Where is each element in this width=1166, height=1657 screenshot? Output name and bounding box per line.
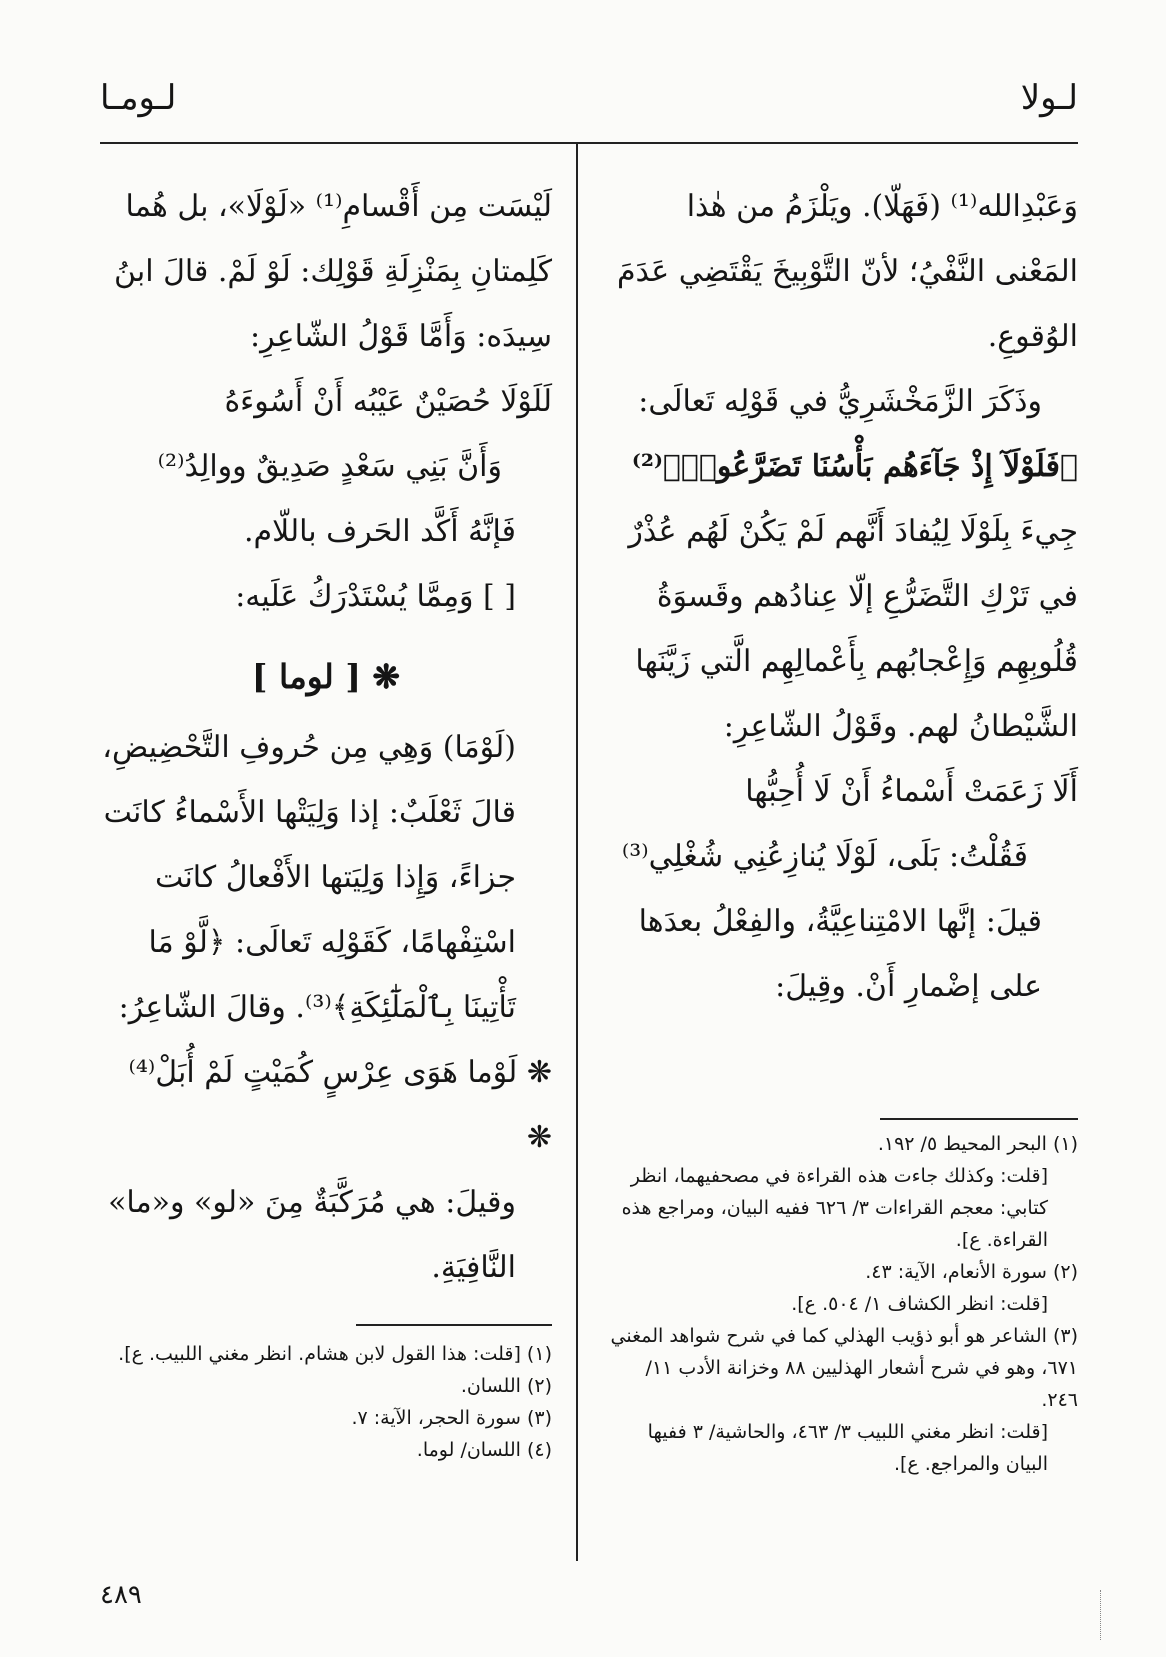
verse-line-1: أَلَا زَعَمَتْ أَسْماءُ أَنْ لَا أُحِبُّها: [745, 774, 1078, 809]
verse-single: ❋ لَوْما هَوَى عِرْسٍ كُمَيْتٍ لَمْ أُبَلْ⁽⁴⁾ ❋: [128, 1055, 552, 1155]
scan-edge-mark: [1100, 1590, 1111, 1640]
footnote-rule-right: [880, 1118, 1078, 1120]
footnote: [قلت: وكذلك جاءت هذه القراءة في مصحفيهما، انظر كتابي: معجم القراءات ٣/ ٦٢٦ ففيه البيان، ومراجع هذه القراءة. ع].: [621, 1165, 1048, 1251]
footnote: (٤) اللسان/ لوما.: [416, 1439, 552, 1461]
paragraph-4: (لَوْمَا) وَهِي مِن حُروفِ التَّحْضِيضِ، قالَ ثَعْلَبٌ: إذا وَلِيَتْها الأَسْماءُ كانَت جزاءً، وَإِذا وَلِيَتها الأَفْعالُ كانَت اسْتِفْهامًا، كَقَوْلِه تَعالَى: ﴿لَّوْ مَا تَأْتِينَا بِٱلْمَلَٰٓئِكَةِ﴾⁽³⁾. وقالَ الشّاعِرُ:: [102, 730, 516, 1025]
footnote: (٣) سورة الحجر، الآية: ٧.: [351, 1407, 552, 1429]
footnotes-right: [604, 1128, 1078, 1480]
paragraph-1: لَيْسَت مِن أَقْسامِ⁽¹⁾ «لَوْلَا»، بل هُما كَلِمتانِ بِمَنْزِلَةِ قَوْلِك: لَوْ لَمْ. قالَ ابنُ سِيدَه: وَأَمَّا قَوْلُ الشّاعِرِ:: [114, 189, 552, 354]
verse-line-2: فَقُلْتُ: بَلَى، لَوْلَا يُنازِعُنِي شُغْلِي⁽³⁾: [621, 839, 1028, 874]
paragraph-1: وَعَبْدِالله⁽¹⁾ (فَهَلّا). ويَلْزَمُ من هٰذا المَعْنى النَّفْيُ؛ لأنّ التَّوْبِيخَ يَقْتَضِي عَدَمَ الوُقوعِ.: [616, 189, 1078, 354]
footnote: (٢) سورة الأنعام، الآية: ٤٣.: [865, 1261, 1078, 1283]
paragraph-2: فَإنَّهُ أَكَّد الحَرف باللّام.: [243, 514, 516, 549]
paragraph-3: [ ] وَمِمَّا يُسْتَدْرَكُ عَلَيه:: [235, 579, 516, 614]
right-column: [604, 174, 1078, 1019]
footnotes-left: [100, 1338, 552, 1466]
verse-line-1: لَلَوْلَا حُصَيْنٌ عَيْبُه أَنْ أَسُوءَهُ: [224, 384, 552, 419]
footnote: [قلت: انظر مغني اللبيب ٣/ ٤٦٣، والحاشية/ ٣ ففيها البيان والمراجع. ع].: [647, 1421, 1048, 1475]
footnote: (١) [قلت: هذا القول لابن هشام. انظر مغني اللبيب. ع].: [118, 1343, 552, 1365]
left-column: [100, 174, 552, 1300]
section-title: ❋ [ لوما ]: [251, 657, 401, 696]
footnote-rule-left: [356, 1324, 552, 1326]
running-head-left: لـومـا: [100, 78, 177, 118]
footnote: (٣) الشاعر هو أبو ذؤيب الهذلي كما في شرح شواهد المغني ٦٧١، وهو في شرح أشعار الهذليين ٨٨ وخزانة الأدب ١١/ ٢٤٦.: [610, 1325, 1078, 1411]
paragraph-3: جِيءَ بِلَوْلَا لِيُفادَ أَنَّهم لَمْ يَكُنْ لَهُم عُذْرٌ في تَرْكِ التَّضَرُّعِ إلّا عِنادُهم وقَسوَةُ قُلُوبِهِم وَإِعْجابُهم بِأَعْمالِهِم الَّتي زَيَّنَها الشَّيْطانُ لهم. وقَوْلُ الشّاعِرِ:: [628, 514, 1078, 744]
paragraph-2: وذَكَرَ الزَّمَخْشَرِيُّ في قَوْلِه تَعالَى:: [638, 384, 1042, 419]
page-number: ٤٨٩: [100, 1580, 142, 1610]
paragraph-4: قيلَ: إنَّها الامْتِناعِيَّةُ، والفِعْلُ بعدَها على إضْمارِ أَنْ. وقِيلَ:: [638, 904, 1042, 1004]
column-divider: [576, 143, 578, 1561]
header-rule: [100, 142, 1078, 144]
footnote: [قلت: انظر الكشاف ١/ ٥٠٤. ع].: [791, 1293, 1048, 1315]
footnote: (١) البحر المحيط ٥/ ١٩٢.: [877, 1133, 1078, 1155]
footnote: (٢) اللسان.: [460, 1375, 552, 1397]
paragraph-5: وقيلَ: هي مُرَكَّبَةٌ مِنَ «لو» و«ما» النَّافِيَةِ.: [108, 1185, 516, 1285]
running-head-right: لـولا: [1020, 78, 1078, 118]
quran-quote: ﴿فَلَوْلَآ إِذْ جَآءَهُم بَأْسُنَا تَضَرَّعُوا۟﴾⁽²⁾: [631, 449, 1078, 484]
verse-line-2: وَأَنَّ بَنِي سَعْدٍ صَدِيقٌ ووالِدُ⁽²⁾: [157, 449, 502, 484]
